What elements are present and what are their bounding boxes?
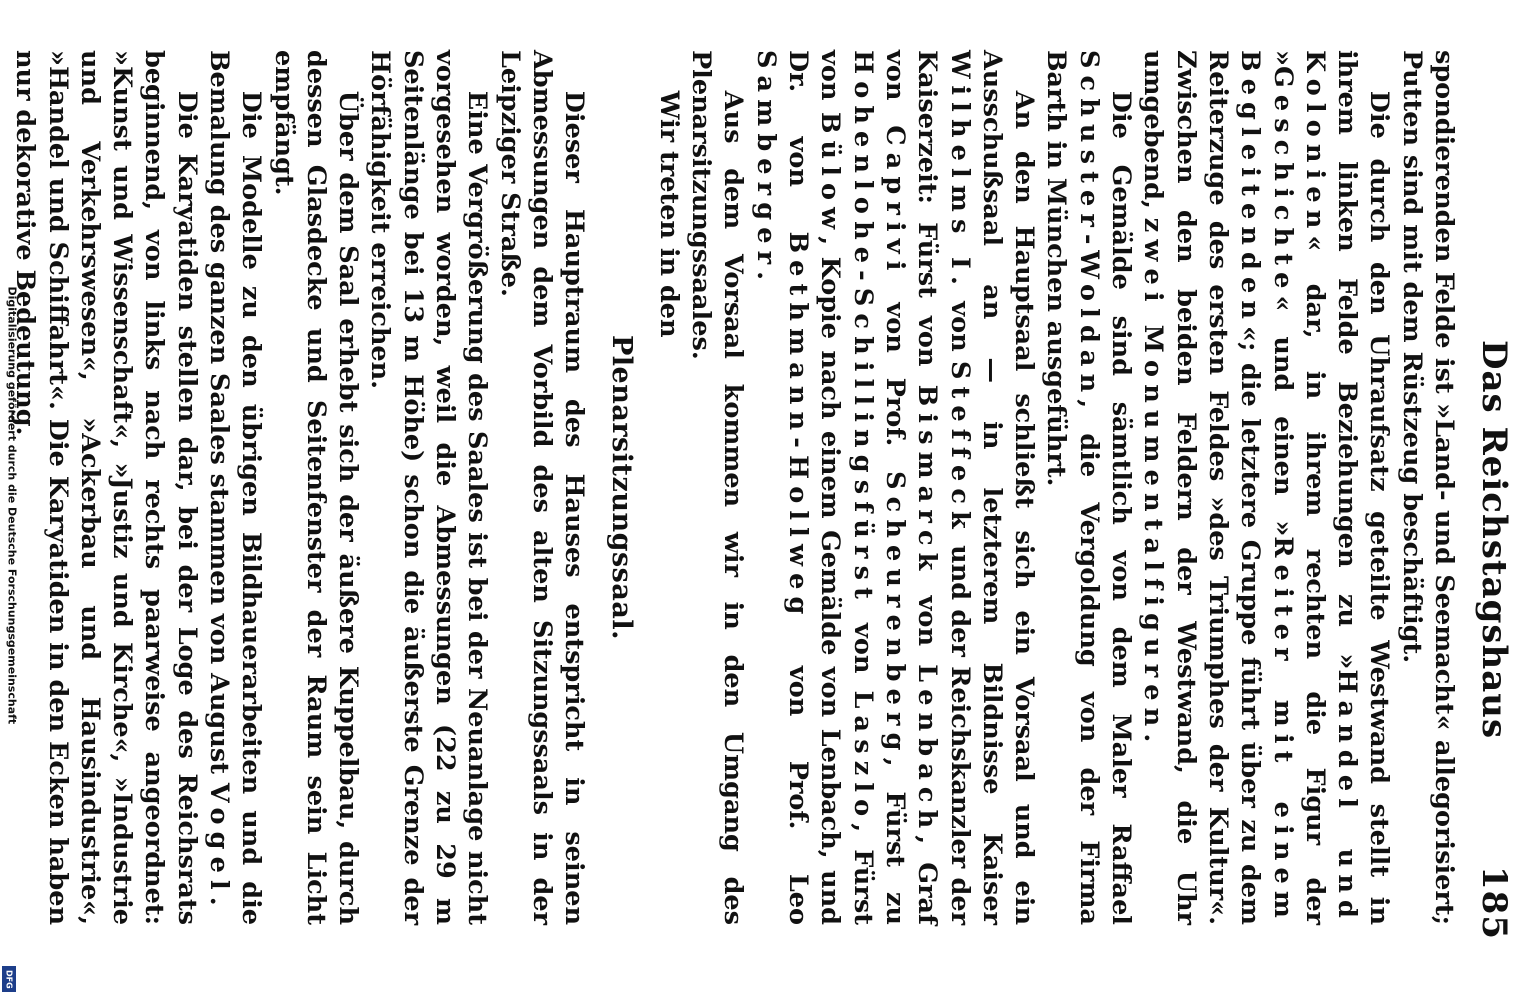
emphasis-spaced: Lenbach [912, 664, 943, 836]
paragraph-7: Dieser Hauptraum des Hauses entspricht in seinen Abmessungen dem Vorbild des alten Sitzungssaals in der Leipziger Straße. [494, 50, 590, 925]
emphasis-spaced: Geschichte [1267, 65, 1298, 296]
text-run: . [750, 271, 781, 281]
emphasis-spaced: Samberger [750, 50, 781, 272]
dfg-logo: DFG [2, 966, 16, 992]
emphasis-spaced: Handel und Kolonien [1299, 50, 1363, 925]
emphasis-spaced: Caprivi [879, 125, 910, 278]
body-text [9, 50, 1460, 925]
running-head [1460, 50, 1520, 940]
emphasis-spaced: Bismarck [912, 384, 943, 578]
running-head-title: Das Reichstagshaus [1474, 340, 1514, 740]
text-run: . [686, 350, 717, 360]
emphasis-spaced: Steffeck [944, 360, 975, 536]
text-run: von Prof. [879, 277, 910, 472]
text-run: Die durch den Uhraufsatz geteilte [1364, 90, 1395, 641]
text-run: «; die letztere Gruppe führt über zu dem Reiterzuge des ersten Feldes »des Triumphes der Kultur«. Zwischen den beiden Feldern der Westwand, die Uhr umgebend, [1138, 50, 1266, 925]
text-run: Die Modelle zu den übrigen Bildhauerarbeiten und die Bemalung des ganzen Saales stammen von August [204, 50, 267, 925]
emphasis-spaced: Wilhelms I. [944, 50, 975, 292]
text-run: An den Hauptsaal schließt sich ein Vorsaal und ein Ausschußsaal an — in letzterem Bildnisse Kaiser [976, 50, 1040, 925]
text-run: stellt in ihrem linken Felde Beziehungen zu » [1332, 50, 1395, 925]
paragraph-8: Eine Vergrößerung des Saales ist bei der Neuanlage nicht vorgesehen worden, weil die Abmessungen (22 zu 29 m Seitenlänge bei 13 m Höhe) schon die äußerste Grenze der Hörfähigkeit erreichen. [365, 50, 493, 925]
paragraph-5 [685, 50, 750, 925]
emphasis-spaced: Bethmann-Hollweg [783, 231, 814, 622]
emphasis-spaced: Reiter mit einem Begleitenden [1235, 50, 1298, 925]
page-number: 185 [1474, 866, 1514, 940]
paragraph-4 [749, 50, 1040, 925]
text-run: Die Gemälde sind sämtlich von dem Maler Raffael [1106, 90, 1137, 925]
text-run: und der Reichskanzler der Kaiserzeit: Fürst von [912, 50, 975, 926]
emphasis-spaced: Vogel [204, 782, 235, 897]
text-run: von [944, 292, 975, 361]
text-run: . [1138, 733, 1169, 743]
section-heading: Plenarsitzungssaal. [605, 334, 637, 641]
paragraph-9: Über dem Saal erhebt sich der äußere Kuppelbau, durch dessen Glasdecke und Seitenfenster der Raum sein Licht empfängt. [268, 50, 364, 925]
paragraph-6: Wir treten in den [653, 90, 684, 338]
emphasis-spaced: Schuster-Woldan [1073, 50, 1104, 400]
paragraph-3 [1040, 50, 1137, 925]
text-run: von [847, 605, 878, 691]
text-run: , die Vergoldung von der Firma Barth in München ausgeführt. [1041, 50, 1104, 925]
text-run: von Prof. Leo [783, 621, 814, 925]
emphasis-bold: Umgang des Plenarsitzungssaales [686, 50, 749, 925]
emphasis-spaced: Hohenlohe-Schillingsfürst [847, 50, 878, 606]
text-run: , Graf von [879, 50, 943, 925]
emphasis-spaced: zwei Monumentalfiguren [1138, 217, 1169, 734]
paragraph-2 [1137, 50, 1395, 925]
digitization-credit-text: Digitalisierung gefördert durch die Deutsche Forschungsgemeinschaft [5, 286, 19, 725]
text-run: Aus dem Vorsaal kommen wir in den [718, 90, 749, 732]
text-run: , Kopie nach einem Gemälde von Lenbach, und Dr. von [783, 50, 846, 925]
text-run: , Fürst zu [879, 757, 910, 925]
text-run: « dar, in ihrem rechten die Figur der » [1267, 50, 1330, 925]
emphasis-spaced: Scheurenberg [879, 471, 910, 758]
paragraph-1: spondierenden Felde ist »Land- und Seemacht« allegorisiert; Putten sind mit dem Rüstzeug beschäftigt. [1396, 50, 1459, 925]
text-run: . [204, 896, 235, 906]
paragraph-11: Die Karyatiden stellen dar, bei der Loge des Reichsrats beginnend, von links nach rechts paarweise angeordnet: »Kunst und Wissenschaft«, »Justiz und Kirche«, »Industrie und Verkehrswesen«, »Ackerbau und Hausindustrie«, »Handel und Schiffahrt«. Die Karyatiden in den Ecken haben nur dekorative Bedeutung. [10, 50, 202, 925]
text-run: « und einen » [1267, 295, 1298, 537]
emphasis-spaced: Bülow [815, 111, 846, 237]
emphasis-spaced: Laszlo [847, 690, 878, 824]
text-run: , Fürst von [815, 50, 878, 925]
paragraph-10 [203, 50, 268, 925]
text-run: von [912, 577, 943, 665]
emphasis-bold: Westwand [1364, 640, 1395, 784]
